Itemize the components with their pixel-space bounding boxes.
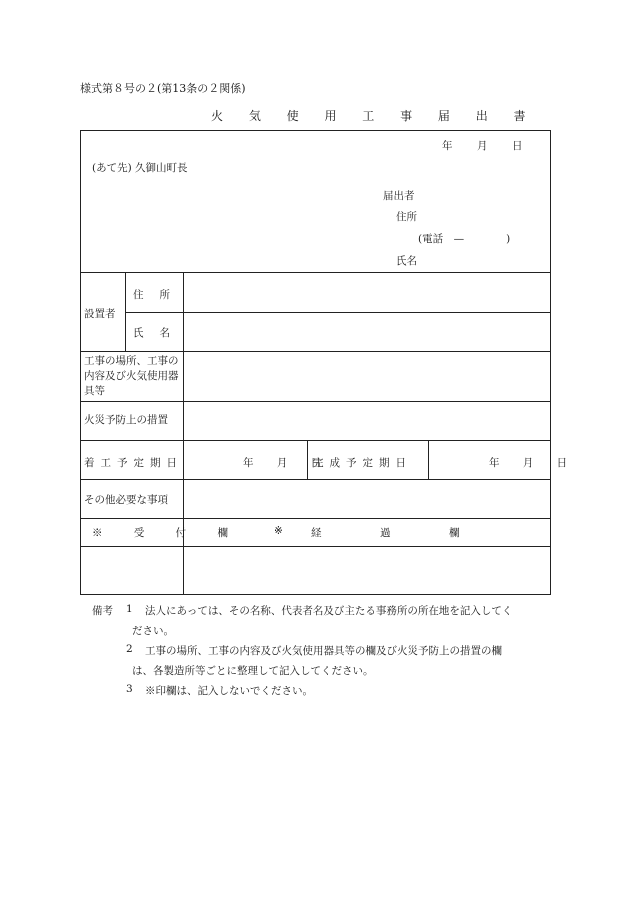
installer-address-field[interactable] — [184, 273, 550, 311]
filer-label: 届出者 — [383, 190, 415, 202]
note-1-line-1: 法人にあっては、その名称、代表者名及び主たる事務所の所在地を記入してく — [145, 605, 513, 617]
form-number: 様式第８号の２(第13条の２関係) — [80, 82, 246, 95]
fire-prevention-field[interactable] — [184, 402, 550, 439]
address-label: 住所 — [396, 211, 417, 223]
phone-label: (電話 — ) — [418, 233, 511, 245]
other-field[interactable] — [184, 480, 550, 517]
notes-heading: 備考 — [92, 605, 113, 617]
form-title: 火 気 使 用 工 事 届 出 書 — [211, 109, 537, 123]
completion-date-value: 年 月 日 — [489, 457, 578, 469]
note-1-line-2: ださい。 — [132, 625, 174, 637]
note-1-number: 1 — [126, 603, 133, 615]
start-date-value: 年 月 日 — [243, 457, 332, 469]
installer-name-label: 氏名 — [133, 327, 186, 339]
completion-date-label: 完成予定期日 — [313, 457, 412, 469]
date-year: 年 — [442, 140, 453, 152]
date-month: 月 — [477, 140, 488, 152]
installer-name-field[interactable] — [184, 313, 550, 350]
note-2-line-2: は、各製造所等ごとに整理して記入してください。 — [132, 665, 374, 677]
reception-label: ※ 受 付 欄 — [92, 527, 243, 539]
name-label: 氏名 — [396, 255, 417, 267]
work-details-label: 工事の場所、工事の内容及び火気使用器具等 — [84, 355, 179, 397]
progress-label-3: 欄 — [449, 527, 460, 539]
note-3-number: 3 — [126, 683, 133, 695]
date-day: 日 — [512, 140, 523, 152]
note-3-line-1: ※印欄は、記入しないでください。 — [145, 685, 313, 697]
divider — [80, 546, 551, 547]
fire-prevention-label: 火災予防上の措置 — [84, 414, 168, 426]
work-details-field[interactable] — [184, 352, 550, 400]
installer-label: 設置者 — [84, 308, 116, 320]
divider — [80, 440, 551, 441]
addressee: (あて先) 久御山町長 — [92, 162, 188, 174]
progress-label-1: 経 — [311, 527, 322, 539]
progress-mark: ※ — [274, 525, 283, 537]
note-2-number: 2 — [126, 643, 133, 655]
note-2-line-1: 工事の場所、工事の内容及び火気使用器具等の欄及び火災予防上の措置の欄 — [145, 645, 502, 657]
start-date-label: 着工予定期日 — [84, 457, 183, 469]
divider — [80, 518, 551, 519]
divider — [125, 272, 126, 351]
other-label: その他必要な事項 — [84, 494, 168, 506]
installer-address-label: 住所 — [133, 289, 186, 301]
progress-label-2: 過 — [380, 527, 391, 539]
divider — [428, 440, 429, 479]
